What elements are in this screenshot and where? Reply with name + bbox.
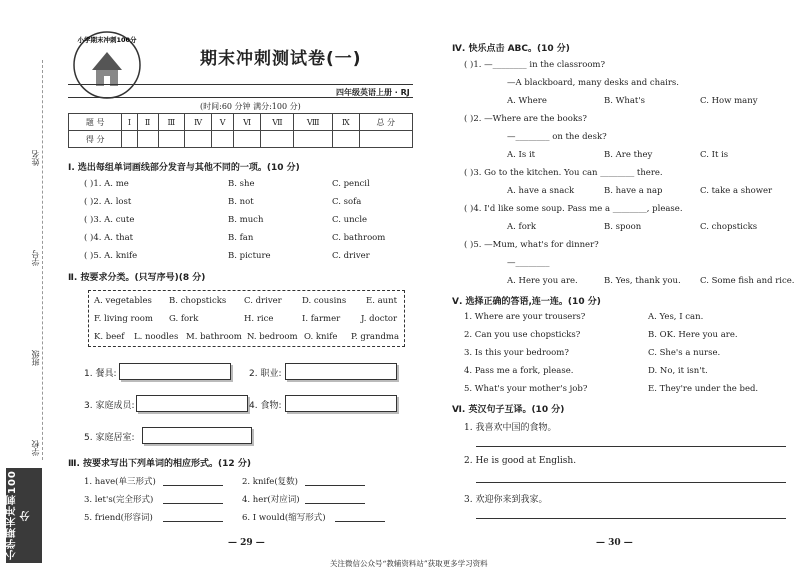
section-2-title: Ⅱ. 按要求分类。(只写序号)(8 分) bbox=[68, 273, 206, 283]
score-col-header: Ⅲ bbox=[158, 114, 185, 131]
score-cell[interactable] bbox=[294, 131, 333, 148]
page-number-right: — 30 — bbox=[596, 538, 633, 548]
word-item: J. doctor bbox=[361, 314, 398, 324]
s6-item-2: 2. He is good at English. bbox=[464, 456, 577, 466]
s4-q2-opt-c: C. It is bbox=[700, 150, 729, 160]
s1-q4-c: C. bathroom bbox=[332, 233, 386, 243]
s3-answer-line-6[interactable] bbox=[335, 521, 385, 522]
word-item: E. aunt bbox=[366, 296, 398, 306]
s3-answer-line-4[interactable] bbox=[305, 503, 365, 504]
category-job-label: 2. 职业: bbox=[249, 369, 282, 379]
s5-left-1: 1. Where are your trousers? bbox=[464, 312, 586, 322]
category-room-answer[interactable] bbox=[142, 427, 252, 444]
s5-left-3: 3. Is this your bedroom? bbox=[464, 348, 569, 358]
s4-q4-opt-a: A. fork bbox=[507, 222, 537, 232]
s5-left-5: 5. What's your mother's job? bbox=[464, 384, 588, 394]
word-item: C. driver bbox=[244, 296, 282, 306]
s1-q5-a: ( )5. A. knife bbox=[84, 251, 138, 261]
s4-q1-opt-b: B. What's bbox=[604, 96, 646, 106]
score-col-header: 总 分 bbox=[359, 114, 412, 131]
s1-q2-a: ( )2. A. lost bbox=[84, 197, 132, 207]
s1-q4-a: ( )4. A. that bbox=[84, 233, 134, 243]
s3-answer-line-2[interactable] bbox=[305, 485, 365, 486]
score-cell[interactable] bbox=[212, 131, 234, 148]
s3-item-3: 3. let's(完全形式) bbox=[84, 495, 154, 505]
binding-line bbox=[42, 60, 43, 460]
word-item: A. vegetables bbox=[94, 296, 152, 306]
section-1-title: Ⅰ. 选出每组单词画线部分发音与其他不同的一项。(10 分) bbox=[68, 163, 300, 173]
s4-q1-opt-c: C. How many bbox=[700, 96, 758, 106]
score-row bbox=[69, 131, 413, 148]
s4-q2-opt-a: A. Is it bbox=[507, 150, 536, 160]
subtitle-rule bbox=[68, 97, 413, 98]
word-item: K. beef bbox=[94, 332, 125, 342]
s3-answer-line-1[interactable] bbox=[163, 485, 223, 486]
category-family-label: 3. 家庭成员: bbox=[84, 401, 135, 411]
s5-right-b: B. OK. Here you are. bbox=[648, 330, 738, 340]
s4-q2-reply: —________ on the desk? bbox=[507, 132, 607, 142]
s3-item-5: 5. friend(形容词) bbox=[84, 513, 153, 523]
s1-q4-b: B. fan bbox=[228, 233, 254, 243]
s4-q1-opt-a: A. Where bbox=[507, 96, 547, 106]
category-room-label: 5. 家庭居室: bbox=[84, 433, 135, 443]
logo-text: 小学期末冲刺100分 bbox=[77, 36, 137, 44]
word-item: O. knife bbox=[304, 332, 338, 342]
s4-q4: ( )4. I'd like some soup. Pass me a ________, please. bbox=[464, 204, 683, 214]
category-food-label: 4. 食物: bbox=[249, 401, 282, 411]
name-label: 姓名 bbox=[31, 150, 40, 166]
word-item: N. bedroom bbox=[247, 332, 298, 342]
s5-left-2: 2. Can you use chopsticks? bbox=[464, 330, 581, 340]
category-food-answer[interactable] bbox=[285, 395, 397, 412]
s4-q4-opt-c: C. chopsticks bbox=[700, 222, 758, 232]
s4-q3: ( )3. Go to the kitchen. You can ________ there. bbox=[464, 168, 663, 178]
score-cell[interactable] bbox=[261, 131, 294, 148]
s1-q3-b: B. much bbox=[228, 215, 264, 225]
score-col-header: Ⅱ bbox=[137, 114, 158, 131]
s5-left-4: 4. Pass me a fork, please. bbox=[464, 366, 574, 376]
score-col-header: Ⅶ bbox=[261, 114, 294, 131]
s1-q1-a: ( )1. A. me bbox=[84, 179, 129, 189]
s4-q5: ( )5. —Mum, what's for dinner? bbox=[464, 240, 599, 250]
title-rule bbox=[68, 84, 413, 85]
section-6-title: Ⅵ. 英汉句子互译。(10 分) bbox=[452, 405, 565, 415]
s6-item-1: 1. 我喜欢中国的食物。 bbox=[464, 423, 557, 433]
s4-q5-opt-c: C. Some fish and rice. bbox=[700, 276, 795, 286]
s4-q3-opt-a: A. have a snack bbox=[507, 186, 575, 196]
score-cell[interactable] bbox=[137, 131, 158, 148]
score-row-label: 得 分 bbox=[69, 131, 122, 148]
s3-item-6: 6. I would(缩写形式) bbox=[242, 513, 326, 523]
exam-info: (时间:60 分钟 满分:100 分) bbox=[200, 102, 301, 111]
score-col-header: Ⅷ bbox=[294, 114, 333, 131]
s5-right-c: C. She's a nurse. bbox=[648, 348, 721, 358]
s1-q1-c: C. pencil bbox=[332, 179, 370, 189]
score-cell[interactable] bbox=[333, 131, 360, 148]
grade-subtitle: 四年级英语上册 · RJ bbox=[336, 88, 410, 97]
score-col-header: Ⅰ bbox=[122, 114, 137, 131]
s3-answer-line-3[interactable] bbox=[163, 503, 223, 504]
score-header-row bbox=[69, 114, 413, 131]
s4-q3-opt-c: C. take a shower bbox=[700, 186, 773, 196]
word-item: H. rice bbox=[244, 314, 274, 324]
s4-q3-opt-b: B. have a nap bbox=[604, 186, 663, 196]
s5-right-a: A. Yes, I can. bbox=[648, 312, 704, 322]
s4-q2: ( )2. —Where are the books? bbox=[464, 114, 587, 124]
s5-right-e: E. They're under the bed. bbox=[648, 384, 759, 394]
s4-q1-reply: —A blackboard, many desks and chairs. bbox=[507, 78, 680, 88]
s1-q5-c: C. driver bbox=[332, 251, 370, 261]
word-item: F. living room bbox=[94, 314, 153, 324]
s4-q5-opt-a: A. Here you are. bbox=[507, 276, 578, 286]
s3-item-2: 2. knife(复数) bbox=[242, 477, 298, 487]
s4-q4-opt-b: B. spoon bbox=[604, 222, 642, 232]
footer-note: 关注微信公众号“教辅资料站”获取更多学习资料 bbox=[330, 559, 488, 568]
section-3-title: Ⅲ. 按要求写出下列单词的相应形式。(12 分) bbox=[68, 459, 251, 469]
s6-item-3: 3. 欢迎你来到我家。 bbox=[464, 495, 548, 505]
score-cell[interactable] bbox=[359, 131, 412, 148]
s4-q1: ( )1. —________ in the classroom? bbox=[464, 60, 606, 70]
word-item: D. cousins bbox=[302, 296, 347, 306]
score-table bbox=[68, 113, 413, 148]
word-item: I. farmer bbox=[302, 314, 341, 324]
s4-q5-opt-b: B. Yes, thank you. bbox=[604, 276, 681, 286]
word-item: M. bathroom bbox=[186, 332, 242, 342]
section-4-title: Ⅳ. 快乐点击 ABC。(10 分) bbox=[452, 44, 570, 54]
s1-q2-c: C. sofa bbox=[332, 197, 362, 207]
page-title: 期末冲刺测试卷(一) bbox=[200, 49, 362, 69]
s1-q3-a: ( )3. A. cute bbox=[84, 215, 135, 225]
s4-q2-opt-b: B. Are they bbox=[604, 150, 653, 160]
score-col-header: Ⅴ bbox=[212, 114, 234, 131]
score-cell[interactable] bbox=[185, 131, 212, 148]
word-item: L. noodles bbox=[134, 332, 179, 342]
s6-answer-line-2[interactable] bbox=[476, 482, 786, 483]
score-cell[interactable] bbox=[234, 131, 261, 148]
s1-q3-c: C. uncle bbox=[332, 215, 368, 225]
s6-answer-line-3[interactable] bbox=[476, 518, 786, 519]
s4-q5-reply: —________ bbox=[507, 258, 550, 268]
s1-q1-b: B. she bbox=[228, 179, 255, 189]
s3-item-4: 4. her(对应词) bbox=[242, 495, 300, 505]
class-label: 班级 bbox=[31, 350, 40, 366]
score-col-header: Ⅸ bbox=[333, 114, 360, 131]
s1-q5-b: B. picture bbox=[228, 251, 271, 261]
category-job-answer[interactable] bbox=[285, 363, 397, 380]
word-item: B. chopsticks bbox=[169, 296, 227, 306]
score-cell[interactable] bbox=[158, 131, 185, 148]
house-logo-icon bbox=[68, 30, 146, 100]
s3-item-1: 1. have(单三形式) bbox=[84, 477, 156, 487]
binding-strip bbox=[0, 0, 58, 571]
score-col-header: Ⅵ bbox=[234, 114, 261, 131]
school-label: 学校 bbox=[31, 440, 40, 456]
section-5-title: Ⅴ. 选择正确的答语,连一连。(10 分) bbox=[452, 297, 601, 307]
score-col-header: Ⅳ bbox=[185, 114, 212, 131]
page-number-left: — 29 — bbox=[228, 538, 265, 548]
word-item: P. grandma bbox=[351, 332, 400, 342]
category-tableware-answer[interactable] bbox=[119, 363, 231, 380]
category-family-answer[interactable] bbox=[136, 395, 248, 412]
s1-q2-b: B. not bbox=[228, 197, 254, 207]
brand-banner: 小学期末冲刺100分 bbox=[6, 468, 42, 563]
score-cell[interactable] bbox=[122, 131, 137, 148]
s6-answer-line-1[interactable] bbox=[476, 446, 786, 447]
word-item: G. fork bbox=[169, 314, 199, 324]
s3-answer-line-5[interactable] bbox=[163, 521, 223, 522]
student-id-label: 学号 bbox=[31, 250, 40, 266]
category-tableware-label: 1. 餐具: bbox=[84, 369, 117, 379]
s5-right-d: D. No, it isn't. bbox=[648, 366, 708, 376]
score-col-header: 题 号 bbox=[69, 114, 122, 131]
